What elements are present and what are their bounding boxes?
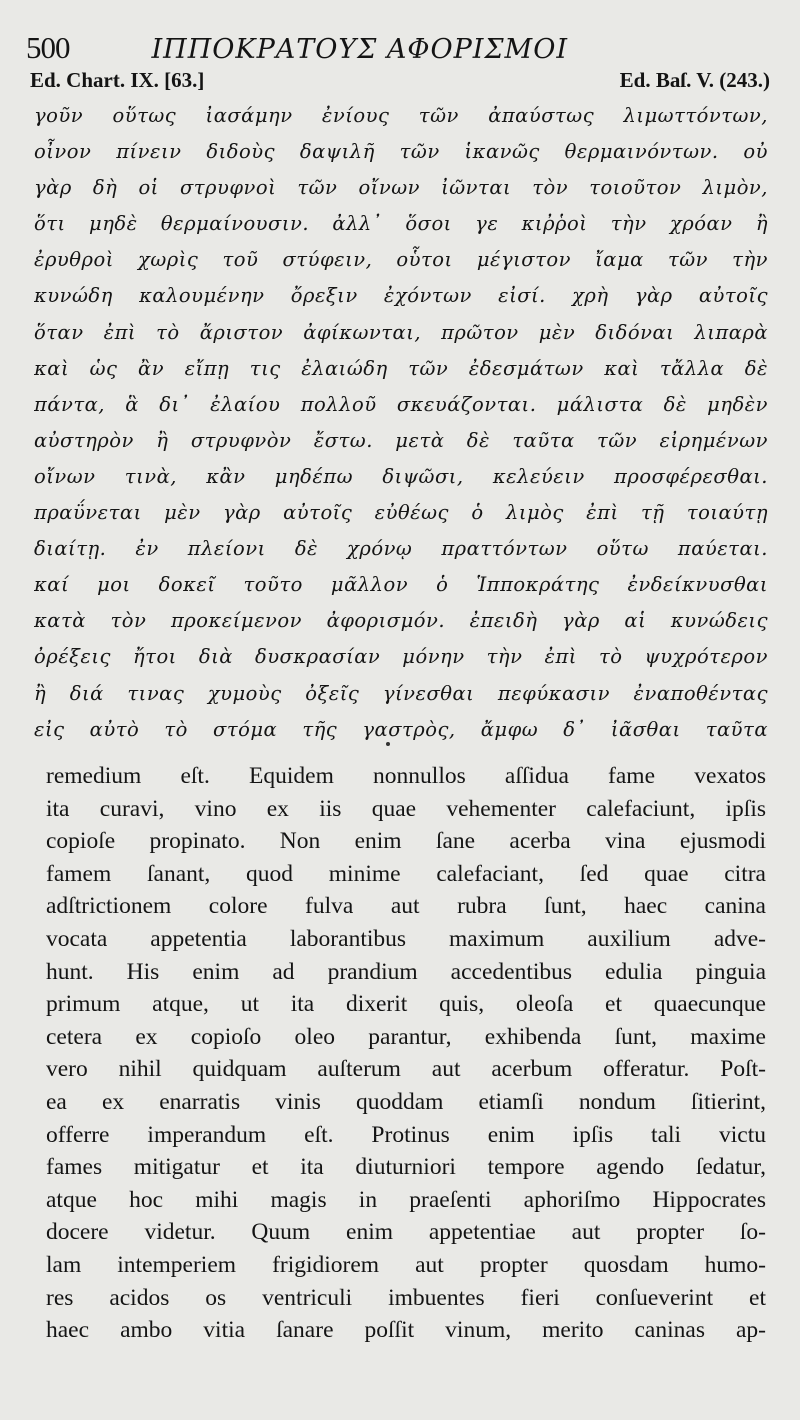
latin-line: ita curavi, vino ex iis quae vehementer calefaciunt, ipſis bbox=[46, 795, 766, 822]
greek-line: γοῦν οὕτως ἰασάμην ἐνίους τῶν ἀπαύστως λιμωττόντων, bbox=[34, 104, 768, 127]
latin-line: atque hoc mihi magis in praeſenti aphoriſmo Hippocrates bbox=[46, 1186, 766, 1213]
latin-line: adſtrictionem colore fulva aut rubra ſunt, haec canina bbox=[46, 893, 766, 920]
latin-text-block bbox=[46, 760, 766, 1347]
latin-line: hunt. His enim ad prandium accedentibus edulia pinguia bbox=[46, 958, 766, 985]
latin-line: cetera ex copioſo oleo parantur, exhibenda ſunt, maxime bbox=[46, 1023, 766, 1050]
greek-line: ἢ διά τινας χυμοὺς ὀξεῖς γίνεσθαι πεφύκασιν ἐναποθέντας bbox=[34, 681, 768, 705]
greek-line: κατὰ τὸν προκείμενον ἀφορισμόν. ἐπειδὴ γὰρ αἱ κυνώδεις bbox=[34, 609, 768, 633]
page-number: 500 bbox=[26, 30, 70, 65]
greek-line: καὶ ὡς ἂν εἴπῃ τις ἐλαιώδη τῶν ἐδεσμάτων καὶ τἄλλα δὲ bbox=[34, 356, 768, 380]
greek-line: οἶνον πίνειν διδοὺς δαψιλῆ τῶν ἱκανῶς θερμαινόντων. οὐ bbox=[34, 140, 768, 164]
greek-line: ὅτι μηδὲ θερμαίνουσιν. ἀλλ᾿ ὅσοι γε κιῤῥοὶ τὴν χρόαν ἢ bbox=[34, 212, 768, 236]
greek-line: διαίτῃ. ἐν πλείονι δὲ χρόνῳ πραττόντων οὕτω παύεται. bbox=[34, 537, 768, 561]
latin-line: haec ambo vitia ſanare poſſit vinum, merito caninas ap- bbox=[46, 1317, 766, 1344]
greek-line: γὰρ δὴ οἱ στρυφνοὶ τῶν οἴνων ἰῶνται τὸν τοιοῦτον λιμὸν, bbox=[34, 176, 768, 200]
edition-reference-right: Ed. Baſ. V. (243.) bbox=[619, 68, 770, 92]
latin-line: docere videtur. Quum enim appetentiae aut propter ſo- bbox=[46, 1219, 766, 1246]
greek-line: πραΰνεται μὲν γὰρ αὐτοῖς εὐθέως ὁ λιμὸς ἐπὶ τῇ τοιαύτῃ bbox=[34, 501, 768, 525]
latin-line: fames mitigatur et ita diuturniori tempore agendo ſedatur, bbox=[46, 1154, 766, 1181]
greek-line: πάντα, ἃ δι᾿ ἐλαίου πολλοῦ σκευάζονται. μάλιστα δὲ μηδὲν bbox=[34, 392, 768, 416]
latin-line: remedium eſt. Equidem nonnullos aſſidua fame vexatos bbox=[46, 763, 766, 789]
edition-references bbox=[30, 68, 770, 96]
greek-line: οἴνων τινὰ, κἂν μηδέπω διψῶσι, κελεύειν προσφέρεσθαι. bbox=[34, 464, 768, 488]
latin-line: famem ſanant, quod minime calefaciant, ſed quae citra bbox=[46, 860, 766, 887]
greek-line: ὀρέξεις ἤτοι διὰ δυσκρασίαν μόνην τὴν ἐπὶ τὸ ψυχρότερον bbox=[34, 645, 768, 669]
greek-line: εἰς αὐτὸ τὸ στόμα τῆς γαστρὸς, ἄμφω δ᾿ ἰᾶσθαι ταῦτα bbox=[34, 717, 768, 741]
running-title: ΙΠΠΟΚΡΑΤΟΥΣ ΑΦΟΡΙΣΜΟΙ bbox=[151, 34, 569, 65]
latin-line: vocata appetentia laborantibus maximum auxilium adve- bbox=[46, 925, 766, 952]
edition-reference-left: Ed. Chart. IX. [63.] bbox=[30, 68, 205, 92]
greek-line: ἐρυθροὶ χωρὶς τοῦ στύφειν, οὗτοι μέγιστον ἴαμα τῶν τὴν bbox=[34, 248, 768, 272]
page-header bbox=[26, 30, 770, 66]
greek-line: κυνώδη καλουμένην ὄρεξιν ἐχόντων εἰσί. χρὴ γὰρ αὐτοῖς bbox=[34, 284, 768, 308]
latin-line: vero nihil quidquam auſterum aut acerbum offeratur. Poſt- bbox=[46, 1056, 766, 1083]
latin-line: primum atque, ut ita dixerit quis, oleoſa et quaecunque bbox=[46, 991, 766, 1018]
section-separator-dot bbox=[386, 742, 390, 746]
greek-line: καί μοι δοκεῖ τοῦτο μᾶλλον ὁ Ἱπποκράτης ἐνδείκνυσθαι bbox=[34, 573, 768, 597]
latin-line: offerre imperandum eſt. Protinus enim ipſis tali victu bbox=[46, 1121, 766, 1148]
latin-line: copioſe propinato. Non enim ſane acerba vina ejusmodi bbox=[46, 828, 766, 855]
latin-line: ea ex enarratis vinis quoddam etiamſi nondum ſitierint, bbox=[46, 1088, 766, 1115]
greek-line: αὐστηρὸν ἢ στρυφνὸν ἔστω. μετὰ δὲ ταῦτα τῶν εἰρημένων bbox=[34, 428, 768, 452]
greek-line: ὅταν ἐπὶ τὸ ἄριστον ἀφίκωνται, πρῶτον μὲν διδόναι λιπαρὰ bbox=[34, 320, 768, 344]
latin-line: lam intemperiem frigidiorem aut propter quosdam humo- bbox=[46, 1251, 766, 1278]
greek-text-block bbox=[34, 98, 768, 748]
latin-line: res acidos os ventriculi imbuentes fieri conſueverint et bbox=[46, 1284, 766, 1311]
